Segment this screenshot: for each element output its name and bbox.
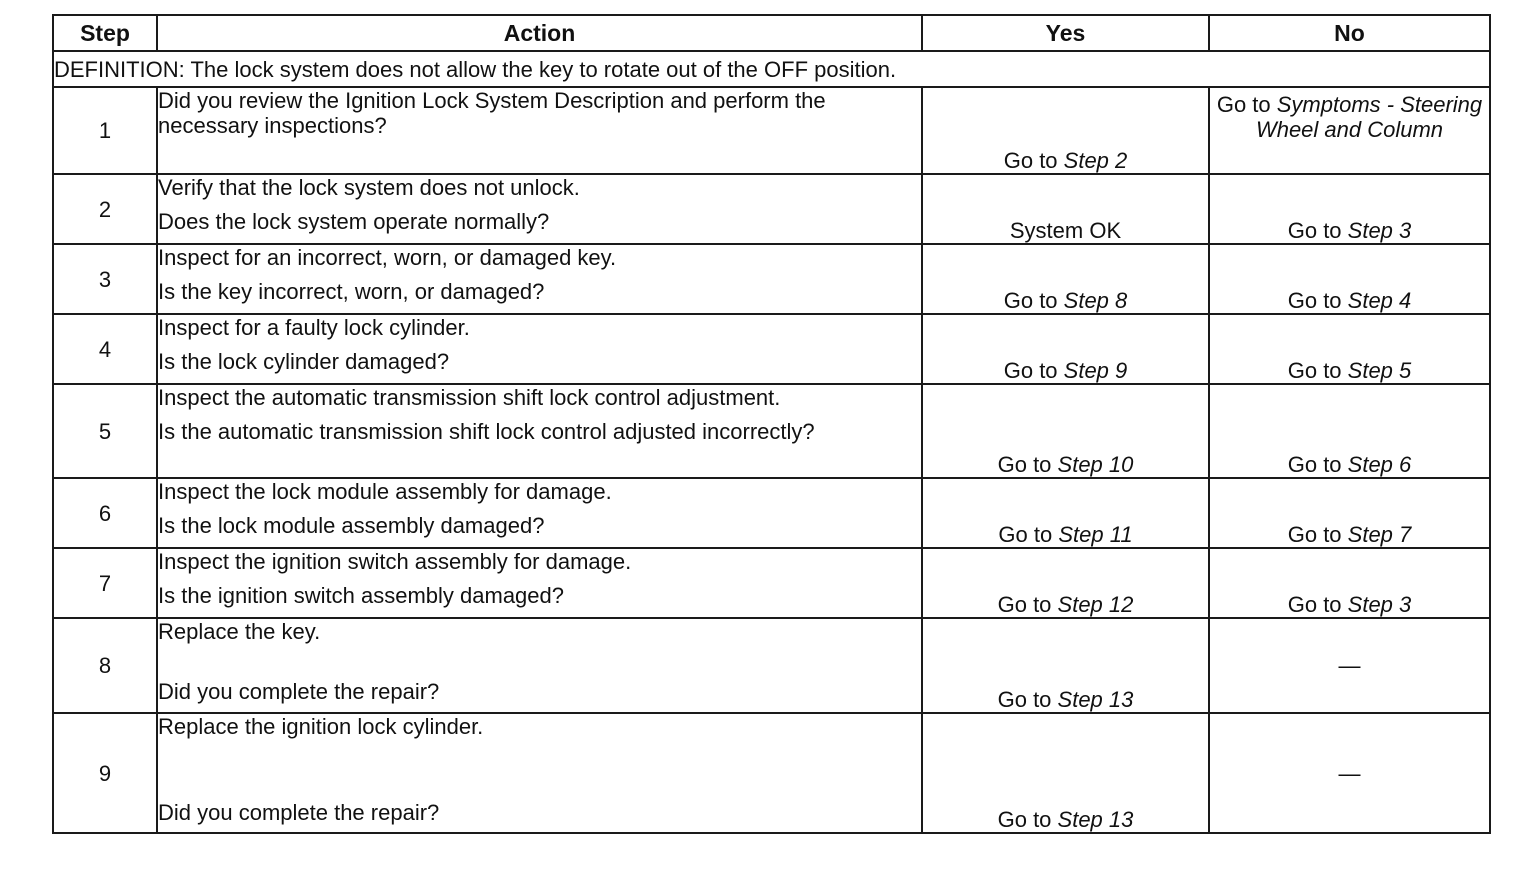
definition-text: DEFINITION: The lock system does not allow the key to rotate out of the OFF position. <box>53 51 1490 87</box>
table-row <box>53 713 1490 833</box>
action-cell <box>157 314 922 384</box>
action-cell <box>157 478 922 548</box>
yes-result-text: Go to <box>1003 288 1064 313</box>
no-result-step-reference: Step 3 <box>1347 218 1412 243</box>
no-result <box>1209 174 1490 244</box>
step-number: 7 <box>53 548 157 618</box>
no-result <box>1209 618 1490 713</box>
action-instruction: Inspect the automatic transmission shift lock control adjustment. <box>158 385 781 410</box>
action-instruction: Inspect for an incorrect, worn, or damaged key. <box>158 245 617 270</box>
no-result-text: Go to <box>1287 522 1348 547</box>
yes-result-step-reference: Step 13 <box>1057 687 1134 712</box>
no-result-text: Go to <box>1287 452 1348 477</box>
action-cell <box>157 174 922 244</box>
no-result-step-reference: Symptoms - Steering Wheel and Column <box>1255 92 1483 142</box>
step-number: 1 <box>53 87 157 174</box>
action-question: Is the key incorrect, worn, or damaged? <box>158 279 545 304</box>
yes-result-step-reference: Step 9 <box>1063 358 1128 383</box>
yes-result-step-reference: Step 13 <box>1057 807 1134 832</box>
table-row <box>53 87 1490 174</box>
no-result <box>1209 87 1490 174</box>
table-row <box>53 244 1490 314</box>
action-cell <box>157 87 922 174</box>
no-result-text: Go to <box>1287 218 1348 243</box>
step-number: 4 <box>53 314 157 384</box>
yes-result-text: System OK <box>1009 218 1122 243</box>
action-instruction: Inspect the ignition switch assembly for damage. <box>158 549 632 574</box>
table-row <box>53 384 1490 478</box>
yes-result-text: Go to <box>997 452 1058 477</box>
step-number: 8 <box>53 618 157 713</box>
action-question: Is the lock cylinder damaged? <box>158 349 450 374</box>
step-number: 9 <box>53 713 157 833</box>
yes-result <box>922 548 1209 618</box>
no-result-text: Go to <box>1287 592 1348 617</box>
action-instruction: Inspect for a faulty lock cylinder. <box>158 315 470 340</box>
yes-result-text: Go to <box>1003 148 1064 173</box>
action-cell <box>157 618 922 713</box>
table-row <box>53 618 1490 713</box>
action-question: Did you complete the repair? <box>158 679 440 704</box>
no-result-step-reference: Step 4 <box>1347 288 1412 313</box>
header-no: No <box>1209 15 1490 51</box>
header-row <box>53 15 1490 51</box>
yes-result <box>922 87 1209 174</box>
yes-result-text: Go to <box>997 687 1058 712</box>
no-result-text: — <box>1338 760 1361 786</box>
yes-result-text: Go to <box>997 807 1058 832</box>
no-result <box>1209 713 1490 833</box>
no-result <box>1209 478 1490 548</box>
yes-result <box>922 713 1209 833</box>
no-result <box>1209 244 1490 314</box>
step-number: 5 <box>53 384 157 478</box>
action-instruction: Replace the key. <box>158 619 321 644</box>
table-row <box>53 478 1490 548</box>
no-result-text: — <box>1338 653 1361 678</box>
yes-result-step-reference: Step 2 <box>1063 148 1128 173</box>
action-instruction: Verify that the lock system does not unlock. <box>158 175 580 200</box>
no-result-text: Go to <box>1216 92 1277 117</box>
action-question: Is the ignition switch assembly damaged? <box>158 583 564 608</box>
table-row <box>53 314 1490 384</box>
action-cell <box>157 713 922 833</box>
action-cell <box>157 548 922 618</box>
step-number: 2 <box>53 174 157 244</box>
action-instruction: Did you review the Ignition Lock System Description and perform the necessary inspections? <box>158 88 826 138</box>
header-action: Action <box>157 15 922 51</box>
no-result-step-reference: Step 7 <box>1347 522 1412 547</box>
yes-result-text: Go to <box>1003 358 1064 383</box>
action-question: Is the automatic transmission shift lock control adjusted incorrectly? <box>158 419 815 444</box>
action-instruction: Inspect the lock module assembly for damage. <box>158 479 612 504</box>
no-result-text: Go to <box>1287 288 1348 313</box>
yes-result <box>922 384 1209 478</box>
action-instruction: Replace the ignition lock cylinder. <box>158 714 484 739</box>
yes-result <box>922 478 1209 548</box>
no-result <box>1209 314 1490 384</box>
header-step: Step <box>53 15 157 51</box>
yes-result-step-reference: Step 11 <box>1058 522 1133 547</box>
yes-result <box>922 314 1209 384</box>
no-result-step-reference: Step 5 <box>1347 358 1412 383</box>
yes-result-step-reference: Step 8 <box>1063 288 1128 313</box>
yes-result <box>922 174 1209 244</box>
definition-row <box>53 51 1490 87</box>
action-question: Is the lock module assembly damaged? <box>158 513 545 538</box>
yes-result-step-reference: Step 10 <box>1057 452 1134 477</box>
yes-result-step-reference: Step 12 <box>1057 592 1134 617</box>
header-yes: Yes <box>922 15 1209 51</box>
yes-result-text: Go to <box>997 592 1058 617</box>
no-result <box>1209 384 1490 478</box>
diagnostic-table <box>52 14 1491 834</box>
step-number: 3 <box>53 244 157 314</box>
table-row <box>53 174 1490 244</box>
action-question: Does the lock system operate normally? <box>158 209 550 234</box>
yes-result-text: Go to <box>998 522 1059 547</box>
no-result-text: Go to <box>1287 358 1348 383</box>
no-result-step-reference: Step 6 <box>1347 452 1412 477</box>
action-cell <box>157 244 922 314</box>
yes-result <box>922 244 1209 314</box>
step-number: 6 <box>53 478 157 548</box>
action-cell <box>157 384 922 478</box>
action-question: Did you complete the repair? <box>158 800 440 825</box>
no-result-step-reference: Step 3 <box>1347 592 1412 617</box>
table-row <box>53 548 1490 618</box>
no-result <box>1209 548 1490 618</box>
yes-result <box>922 618 1209 713</box>
